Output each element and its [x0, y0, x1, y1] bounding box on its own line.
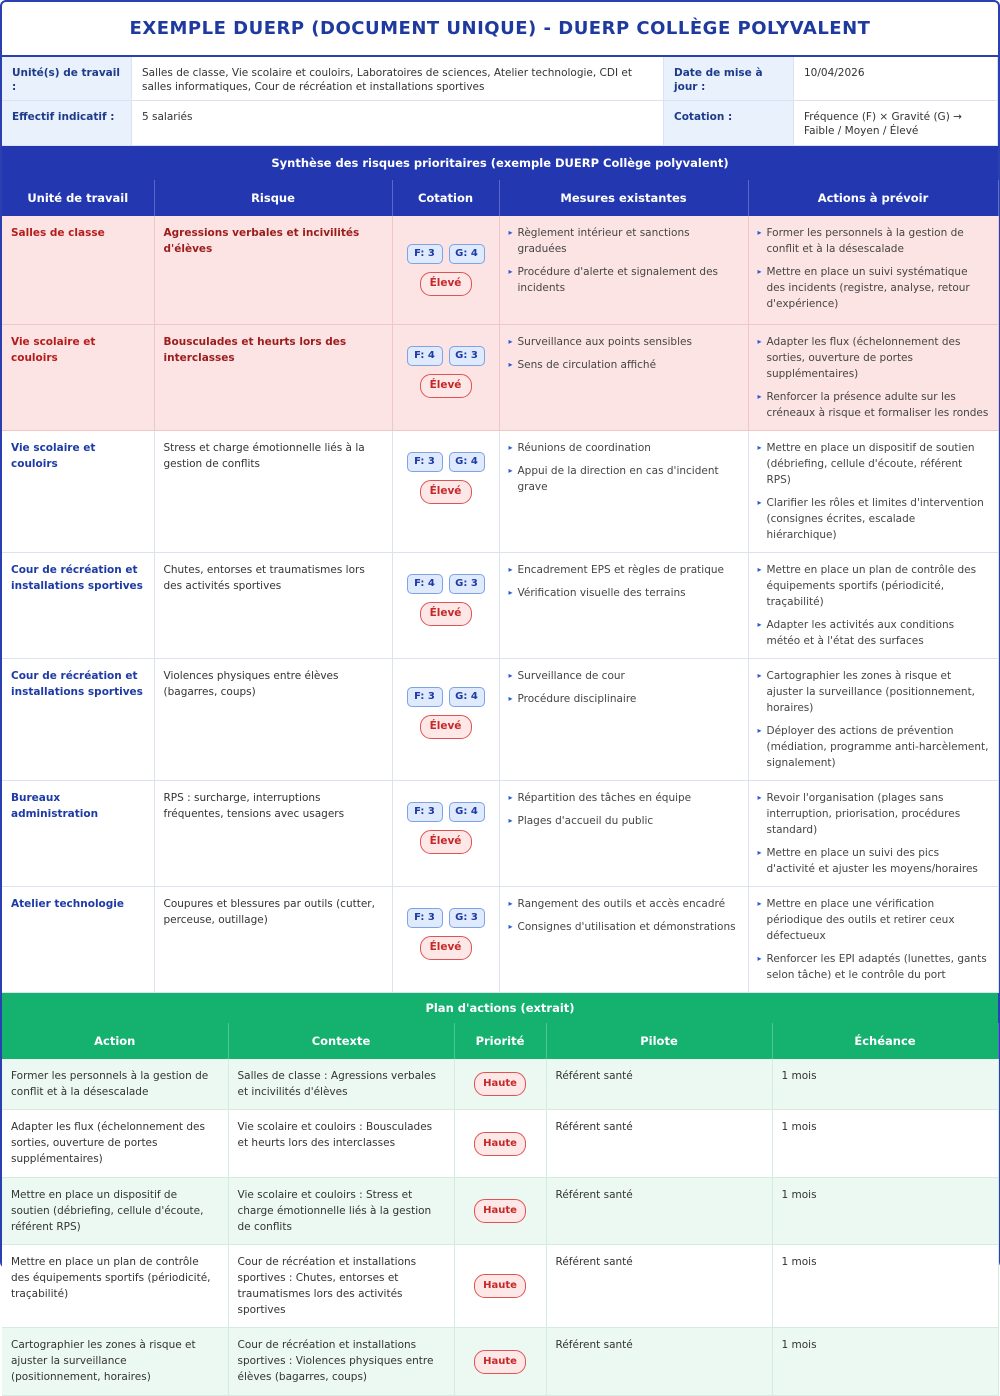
risk-mesures	[499, 430, 748, 552]
cotation-label: Cotation :	[664, 101, 794, 146]
unites-value: Salles de classe, Vie scolaire et couloirs, Laboratoires de sciences, Atelier technologie, CDI et salles informatiques, Cour de récréation et installations sportives	[132, 57, 664, 101]
plan-priorite	[454, 1059, 546, 1110]
risk-cotation	[392, 886, 499, 992]
risk-cotation	[392, 324, 499, 430]
info-grid	[2, 57, 998, 146]
risk-cotation	[392, 780, 499, 886]
action-item: ▸ Déployer des actions de prévention (médiation, programme anti-harcèlement, signalement)	[758, 723, 989, 771]
col-risque: Risque	[154, 180, 392, 216]
risk-label: Violences physiques entre élèves (bagarres, coups)	[154, 658, 392, 780]
mesure-item: ▸ Procédure disciplinaire	[509, 691, 739, 707]
risk-table	[2, 180, 999, 993]
action-item: ▸ Mettre en place un plan de contrôle des équipements sportifs (périodicité, traçabilité)	[758, 562, 989, 610]
action-item: ▸ Renforcer les EPI adaptés (lunettes, gants selon tâche) et le contrôle du port	[758, 951, 989, 983]
mesure-item: ▸ Plages d'accueil du public	[509, 813, 739, 829]
risk-mesures	[499, 216, 748, 324]
level-badge: Élevé	[420, 602, 472, 626]
action-item: ▸ Clarifier les rôles et limites d'intervention (consignes écrites, escalade hiérarchique)	[758, 495, 989, 543]
col-echeance: Échéance	[772, 1023, 998, 1059]
plan-row	[2, 1110, 998, 1178]
unites-label: Unité(s) de travail :	[2, 57, 132, 101]
frequency-badge: F: 4	[407, 574, 443, 594]
risk-actions	[748, 430, 998, 552]
col-action: Action	[2, 1023, 228, 1059]
risk-mesures	[499, 552, 748, 658]
level-badge: Élevé	[420, 715, 472, 739]
plan-action: Mettre en place un plan de contrôle des équipements sportifs (périodicité, traçabilité)	[2, 1245, 228, 1328]
risk-cotation	[392, 552, 499, 658]
mesure-item: ▸ Surveillance aux points sensibles	[509, 334, 739, 350]
plan-title: Plan d'actions (extrait)	[2, 993, 998, 1023]
mesure-item: ▸ Procédure d'alerte et signalement des incidents	[509, 264, 739, 296]
plan-pilote: Référent santé	[546, 1059, 772, 1110]
mesure-item: ▸ Vérification visuelle des terrains	[509, 585, 739, 601]
plan-contexte: Vie scolaire et couloirs : Stress et charge émotionnelle liés à la gestion de conflits	[228, 1178, 454, 1245]
risk-unit: Bureaux administration	[2, 780, 154, 886]
level-badge: Élevé	[420, 830, 472, 854]
col-actions: Actions à prévoir	[748, 180, 998, 216]
gravity-badge: G: 4	[449, 244, 485, 264]
effectif-value: 5 salariés	[132, 101, 664, 146]
plan-action: Former les personnels à la gestion de conflit et à la désescalade	[2, 1059, 228, 1110]
plan-priorite	[454, 1328, 546, 1396]
risk-actions	[748, 780, 998, 886]
priority-badge: Haute	[474, 1350, 526, 1374]
action-item: ▸ Mettre en place un suivi des pics d'activité et ajuster les moyens/horaires	[758, 845, 989, 877]
mesure-item: ▸ Rangement des outils et accès encadré	[509, 896, 739, 912]
col-contexte: Contexte	[228, 1023, 454, 1059]
risk-unit: Vie scolaire et couloirs	[2, 430, 154, 552]
plan-echeance: 1 mois	[772, 1178, 998, 1245]
risk-row	[2, 886, 998, 992]
plan-priorite	[454, 1245, 546, 1328]
level-badge: Élevé	[420, 936, 472, 960]
plan-priorite	[454, 1178, 546, 1245]
risk-label: Agressions verbales et incivilités d'élèves	[154, 216, 392, 324]
plan-priorite	[454, 1110, 546, 1178]
col-mesures: Mesures existantes	[499, 180, 748, 216]
risk-row	[2, 216, 998, 324]
risk-mesures	[499, 324, 748, 430]
risk-cotation	[392, 658, 499, 780]
plan-contexte: Salles de classe : Agressions verbales et incivilités d'élèves	[228, 1059, 454, 1110]
col-unite: Unité de travail	[2, 180, 154, 216]
gravity-badge: G: 3	[449, 346, 485, 366]
plan-contexte: Cour de récréation et installations sportives : Chutes, entorses et traumatismes lors des activités sportives	[228, 1245, 454, 1328]
date-value: 10/04/2026	[794, 57, 998, 101]
risk-mesures	[499, 658, 748, 780]
action-item: ▸ Adapter les flux (échelonnement des sorties, ouverture de portes supplémentaires)	[758, 334, 989, 382]
plan-echeance: 1 mois	[772, 1328, 998, 1396]
level-badge: Élevé	[420, 374, 472, 398]
plan-echeance: 1 mois	[772, 1245, 998, 1328]
level-badge: Élevé	[420, 272, 472, 296]
risk-cotation	[392, 430, 499, 552]
gravity-badge: G: 4	[449, 687, 485, 707]
plan-contexte: Vie scolaire et couloirs : Bousculades et heurts lors des interclasses	[228, 1110, 454, 1178]
plan-table	[2, 1023, 999, 1396]
gravity-badge: G: 4	[449, 802, 485, 822]
plan-row	[2, 1245, 998, 1328]
action-item: ▸ Mettre en place un dispositif de soutien (débriefing, cellule d'écoute, référent RPS)	[758, 440, 989, 488]
risk-label: Chutes, entorses et traumatismes lors des activités sportives	[154, 552, 392, 658]
date-label: Date de mise à jour :	[664, 57, 794, 101]
mesure-item: ▸ Surveillance de cour	[509, 668, 739, 684]
plan-echeance: 1 mois	[772, 1059, 998, 1110]
frequency-badge: F: 3	[407, 802, 443, 822]
risk-label: Stress et charge émotionnelle liés à la gestion de conflits	[154, 430, 392, 552]
risk-label: RPS : surcharge, interruptions fréquentes, tensions avec usagers	[154, 780, 392, 886]
action-item: ▸ Adapter les activités aux conditions météo et à l'état des surfaces	[758, 617, 989, 649]
col-pilote: Pilote	[546, 1023, 772, 1059]
mesure-item: ▸ Consignes d'utilisation et démonstrations	[509, 919, 739, 935]
risk-row	[2, 324, 998, 430]
frequency-badge: F: 3	[407, 908, 443, 928]
gravity-badge: G: 4	[449, 452, 485, 472]
risk-mesures	[499, 780, 748, 886]
plan-row	[2, 1059, 998, 1110]
frequency-badge: F: 3	[407, 687, 443, 707]
risk-row	[2, 780, 998, 886]
cotation-value: Fréquence (F) × Gravité (G) → Faible / Moyen / Élevé	[794, 101, 998, 146]
action-item: ▸ Mettre en place un suivi systématique des incidents (registre, analyse, retour d'expérience)	[758, 264, 989, 312]
plan-table-header	[2, 1023, 998, 1059]
mesure-item: ▸ Réunions de coordination	[509, 440, 739, 456]
action-item: ▸ Former les personnels à la gestion de conflit et à la désescalade	[758, 225, 989, 257]
mesure-item: ▸ Règlement intérieur et sanctions graduées	[509, 225, 739, 257]
synthese-title: Synthèse des risques prioritaires (exemple DUERP Collège polyvalent)	[2, 146, 998, 180]
risk-table-header	[2, 180, 998, 216]
risk-actions	[748, 552, 998, 658]
risk-cotation	[392, 216, 499, 324]
risk-row	[2, 658, 998, 780]
risk-label: Coupures et blessures par outils (cutter, perceuse, outillage)	[154, 886, 392, 992]
plan-action: Mettre en place un dispositif de soutien (débriefing, cellule d'écoute, référent RPS)	[2, 1178, 228, 1245]
plan-action: Adapter les flux (échelonnement des sorties, ouverture de portes supplémentaires)	[2, 1110, 228, 1178]
risk-label: Bousculades et heurts lors des interclasses	[154, 324, 392, 430]
risk-mesures	[499, 886, 748, 992]
mesure-item: ▸ Répartition des tâches en équipe	[509, 790, 739, 806]
plan-pilote: Référent santé	[546, 1328, 772, 1396]
frequency-badge: F: 3	[407, 452, 443, 472]
frequency-badge: F: 3	[407, 244, 443, 264]
risk-actions	[748, 658, 998, 780]
gravity-badge: G: 3	[449, 908, 485, 928]
level-badge: Élevé	[420, 480, 472, 504]
risk-row	[2, 430, 998, 552]
action-item: ▸ Revoir l'organisation (plages sans interruption, priorisation, procédures standard)	[758, 790, 989, 838]
col-priorite: Priorité	[454, 1023, 546, 1059]
risk-unit: Atelier technologie	[2, 886, 154, 992]
plan-action: Cartographier les zones à risque et ajuster la surveillance (positionnement, horaires)	[2, 1328, 228, 1396]
effectif-label: Effectif indicatif :	[2, 101, 132, 146]
col-cotation: Cotation	[392, 180, 499, 216]
priority-badge: Haute	[474, 1199, 526, 1223]
plan-pilote: Référent santé	[546, 1245, 772, 1328]
plan-pilote: Référent santé	[546, 1178, 772, 1245]
action-item: ▸ Mettre en place une vérification périodique des outils et retirer ceux défectueux	[758, 896, 989, 944]
risk-unit: Salles de classe	[2, 216, 154, 324]
plan-row	[2, 1328, 998, 1396]
plan-row	[2, 1178, 998, 1245]
action-item: ▸ Cartographier les zones à risque et ajuster la surveillance (positionnement, horaires)	[758, 668, 989, 716]
risk-unit: Cour de récréation et installations sportives	[2, 658, 154, 780]
mesure-item: ▸ Sens de circulation affiché	[509, 357, 739, 373]
plan-pilote: Référent santé	[546, 1110, 772, 1178]
mesure-item: ▸ Appui de la direction en cas d'incident grave	[509, 463, 739, 495]
action-item: ▸ Renforcer la présence adulte sur les créneaux à risque et formaliser les rondes	[758, 389, 989, 421]
risk-unit: Cour de récréation et installations sportives	[2, 552, 154, 658]
priority-badge: Haute	[474, 1274, 526, 1298]
risk-row	[2, 552, 998, 658]
gravity-badge: G: 3	[449, 574, 485, 594]
priority-badge: Haute	[474, 1132, 526, 1156]
frequency-badge: F: 4	[407, 346, 443, 366]
risk-unit: Vie scolaire et couloirs	[2, 324, 154, 430]
risk-actions	[748, 324, 998, 430]
plan-contexte: Cour de récréation et installations sportives : Violences physiques entre élèves (bagarres, coups)	[228, 1328, 454, 1396]
risk-actions	[748, 886, 998, 992]
priority-badge: Haute	[474, 1072, 526, 1096]
document-title: EXEMPLE DUERP (DOCUMENT UNIQUE) - DUERP COLLÈGE POLYVALENT	[2, 2, 998, 57]
risk-actions	[748, 216, 998, 324]
plan-echeance: 1 mois	[772, 1110, 998, 1178]
mesure-item: ▸ Encadrement EPS et règles de pratique	[509, 562, 739, 578]
